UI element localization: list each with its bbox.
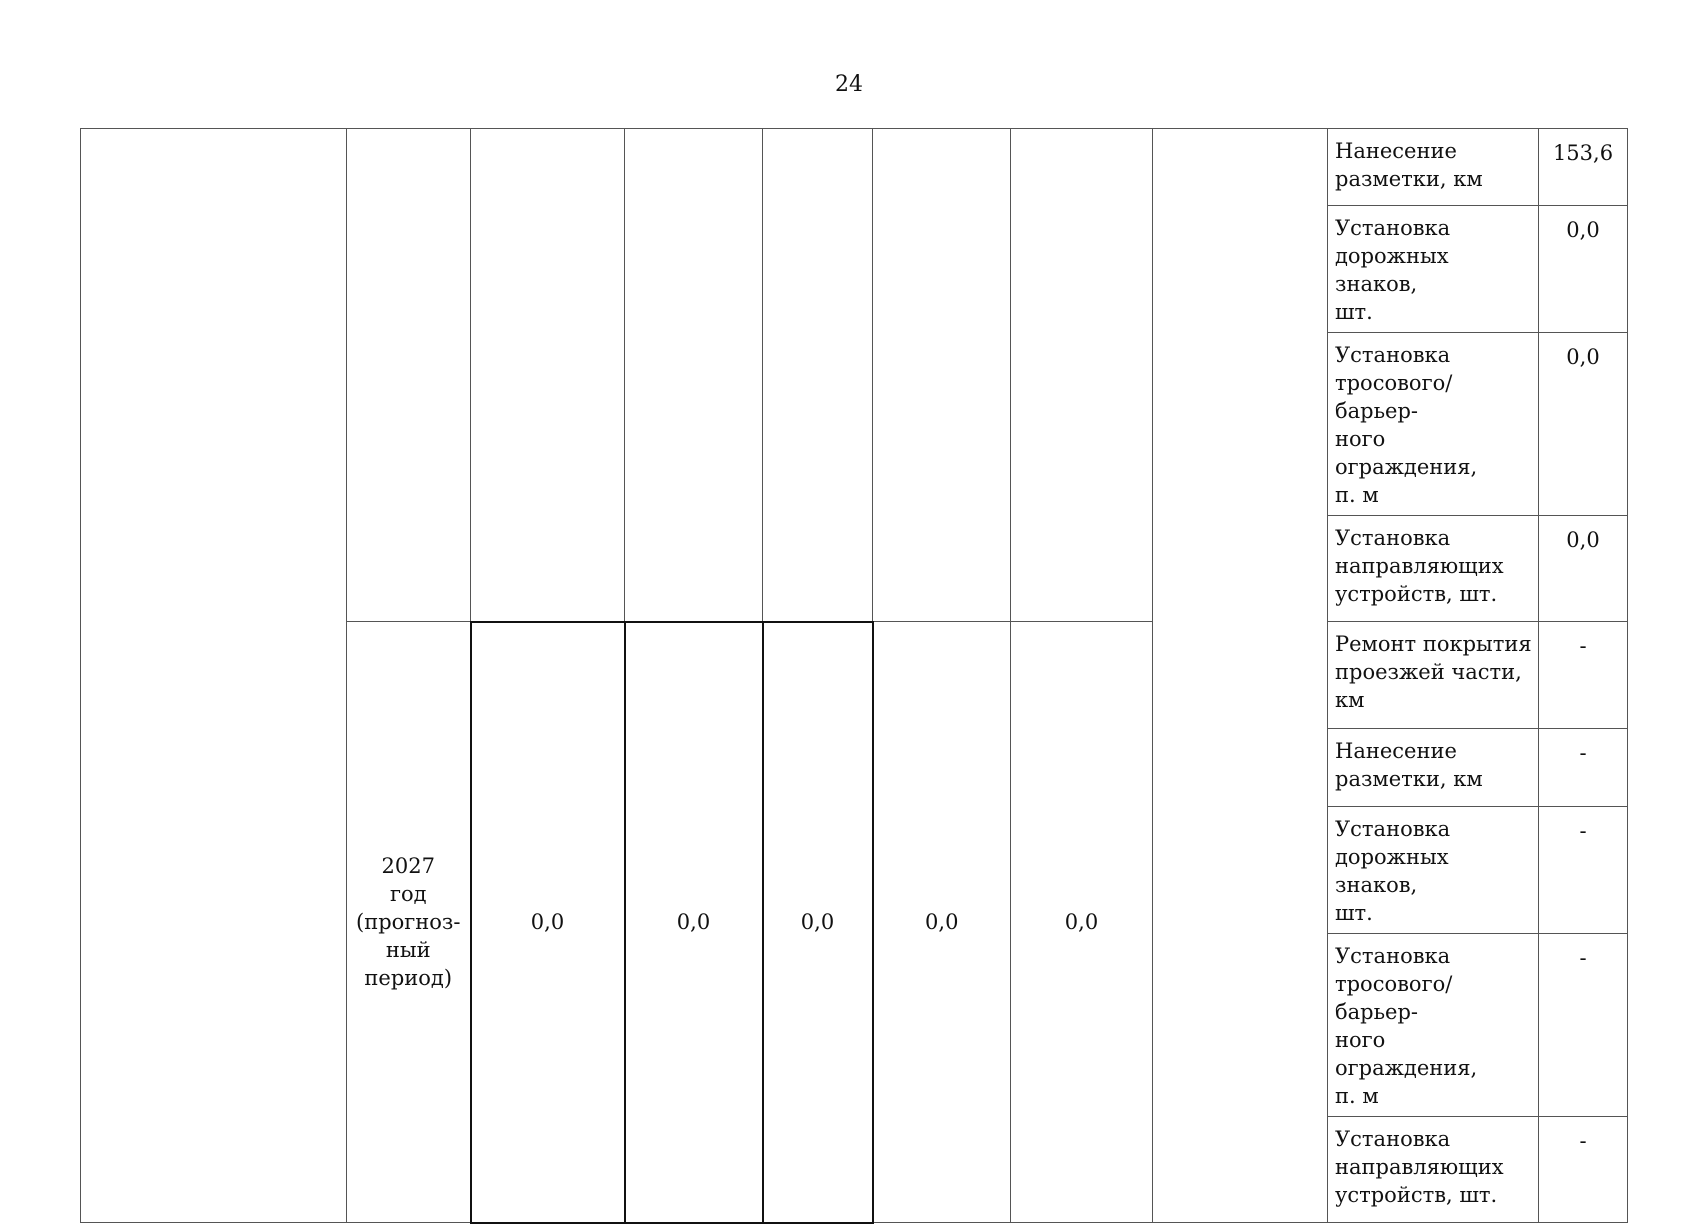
year-value-cell: 0,0 [1011,622,1153,1223]
blank-cell [81,129,347,1223]
blank-cell [763,129,873,622]
year-value-cell: 0,0 [873,622,1011,1223]
work-label: Установка дорожных знаков, шт. [1328,206,1539,333]
work-label: Установка направляющих устройств, шт. [1328,1117,1539,1223]
work-label: Нанесение разметки, км [1328,729,1539,807]
work-value: - [1539,622,1628,729]
work-value: 0,0 [1539,206,1628,333]
blank-cell [1153,129,1328,1223]
blank-cell [1011,129,1153,622]
blank-cell [471,129,625,622]
work-value: 0,0 [1539,516,1628,622]
year-value-cell: 0,0 [471,622,625,1223]
work-label: Ремонт покрытия проезжей части, км [1328,622,1539,729]
work-value: - [1539,807,1628,934]
work-label: Нанесение разметки, км [1328,129,1539,206]
work-value: 153,6 [1539,129,1628,206]
work-value: - [1539,1117,1628,1223]
year-cell: 2027 год (прогноз- ный период) [347,622,471,1223]
work-label: Установка тросового/барьер- ного ограждения, п. м [1328,333,1539,516]
work-value: - [1539,934,1628,1117]
work-value: 0,0 [1539,333,1628,516]
work-label: Установка дорожных знаков, шт. [1328,807,1539,934]
table-row [81,129,1628,206]
year-value-cell: 0,0 [763,622,873,1223]
work-value: - [1539,729,1628,807]
blank-cell [347,129,471,622]
work-label: Установка направляющих устройств, шт. [1328,516,1539,622]
year-value-cell: 0,0 [625,622,763,1223]
page-number: 24 [835,72,863,97]
work-label: Установка тросового/барьер- ного ограждения, п. м [1328,934,1539,1117]
blank-cell [625,129,763,622]
data-table [80,128,1628,1224]
blank-cell [873,129,1011,622]
